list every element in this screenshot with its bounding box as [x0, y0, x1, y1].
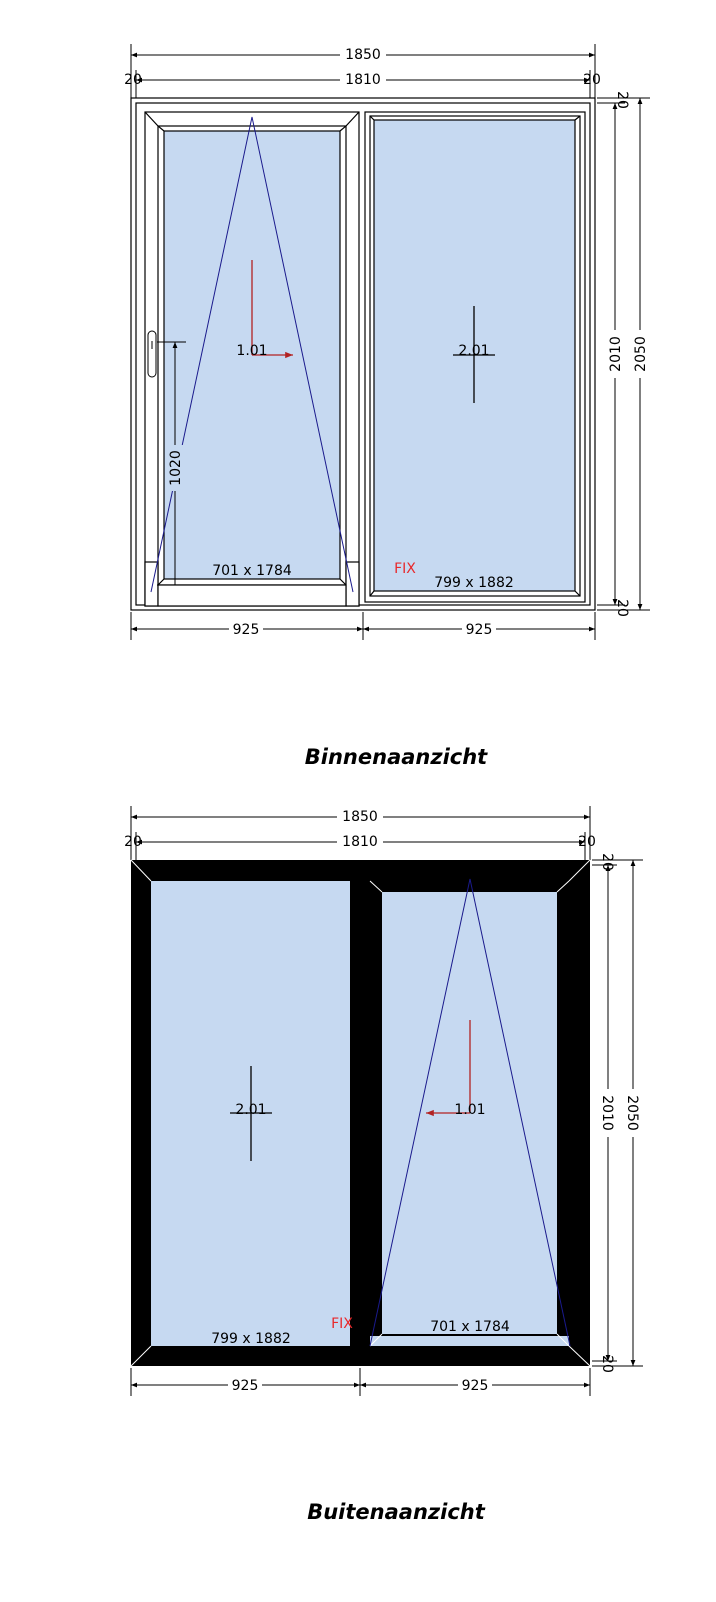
outside-left-section-label: 925 [231, 1378, 259, 1394]
outside-fixed-size: 799 x 1882 [211, 1331, 291, 1347]
outside-inner-height-label: 2010 [599, 1095, 615, 1131]
outside-bottom-margin-label: 20 [599, 1355, 615, 1373]
outside-frame [131, 860, 590, 1366]
outside-view [124, 806, 643, 1524]
inside-left-margin-label: 20 [124, 72, 142, 88]
outside-sash-id: 1.01 [454, 1102, 486, 1118]
outside-right-margin-label: 20 [578, 834, 596, 850]
inside-handle-height-label: 1020 [168, 450, 184, 486]
outside-sash-size: 701 x 1784 [430, 1319, 510, 1335]
inside-sash-id: 1.01 [236, 343, 268, 359]
inside-bottom-dimensions [131, 612, 595, 640]
inside-inner-width-label: 1810 [345, 72, 381, 88]
outside-left-margin-label: 20 [124, 834, 142, 850]
outside-top-margin-label: 20 [599, 853, 615, 871]
inside-right-section-label: 925 [465, 622, 493, 638]
inside-bottom-margin-label: 20 [614, 599, 630, 617]
inside-handle-icon [148, 331, 156, 377]
inside-total-width-label: 1850 [345, 47, 381, 63]
outside-bottom-dimensions [131, 1368, 590, 1396]
inside-left-section-label: 925 [232, 622, 260, 638]
outside-total-height-label: 2050 [624, 1095, 640, 1131]
inside-fixed-size: 799 x 1882 [434, 575, 514, 591]
outside-inner-width-label: 1810 [342, 834, 378, 850]
inside-sash-size: 701 x 1784 [212, 563, 292, 579]
inside-fix-label: FIX [394, 561, 416, 577]
outside-total-width-label: 1850 [342, 809, 378, 825]
outside-right-section-label: 925 [461, 1378, 489, 1394]
inside-sliding-sash [145, 112, 359, 606]
inside-total-height-label: 2050 [633, 336, 649, 372]
outside-fix-label: FIX [331, 1316, 353, 1332]
outside-fixed-id: 2.01 [235, 1102, 267, 1118]
inside-view-title: Binnenaanzicht [304, 745, 488, 769]
inside-inner-height-label: 2010 [608, 336, 624, 372]
inside-right-margin-label: 20 [583, 72, 601, 88]
inside-fixed-id: 2.01 [458, 343, 490, 359]
inside-view [124, 44, 650, 769]
inside-top-margin-label: 20 [614, 91, 630, 109]
outside-view-title: Buitenaanzicht [307, 1500, 485, 1524]
